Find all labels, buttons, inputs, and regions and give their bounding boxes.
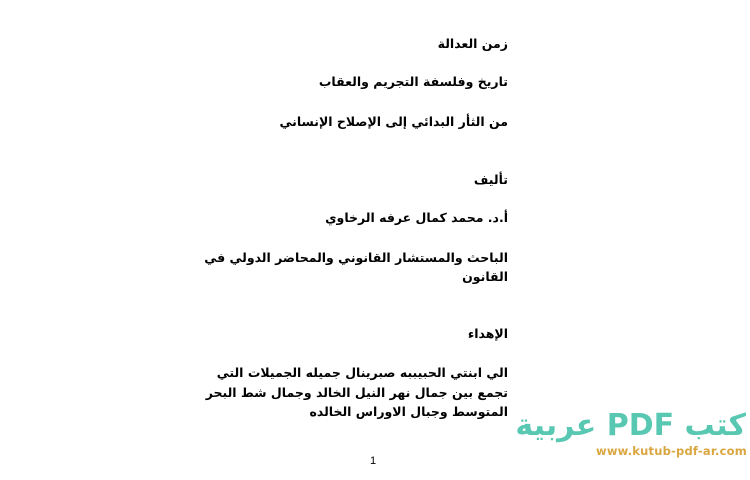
page-number: 1	[370, 455, 377, 467]
watermark-title: كتب PDF عربية	[515, 408, 746, 443]
author-role-line-2: القانون	[462, 269, 508, 284]
dedication-line-1: الي ابنتي الحبيببه صبرينال جميله الجميلات التي	[216, 365, 508, 380]
book-subtitle: تاريخ وفلسفة التجريم والعقاب	[318, 74, 508, 89]
book-tagline: من الثأر البدائي إلى الإصلاح الإنساني	[279, 114, 508, 129]
site-watermark	[515, 408, 747, 458]
author-role-line-1: الباحث والمستشار القانوني والمحاضر الدولي في	[204, 250, 508, 265]
watermark-url: www.kutub-pdf-ar.com	[596, 444, 747, 458]
author-name: أ.د. محمد كمال عرفه الرخاوي	[325, 210, 508, 225]
dedication-line-3: المتوسط وجبال الاوراس الخالده	[309, 404, 508, 419]
dedication-heading: الإهداء	[467, 326, 508, 341]
dedication-line-2: تجمع بين جمال نهر النيل الخالد وجمال شط البحر	[205, 385, 508, 400]
authorship-heading: تأليف	[473, 172, 508, 187]
book-title: زمن العدالة	[437, 36, 508, 51]
